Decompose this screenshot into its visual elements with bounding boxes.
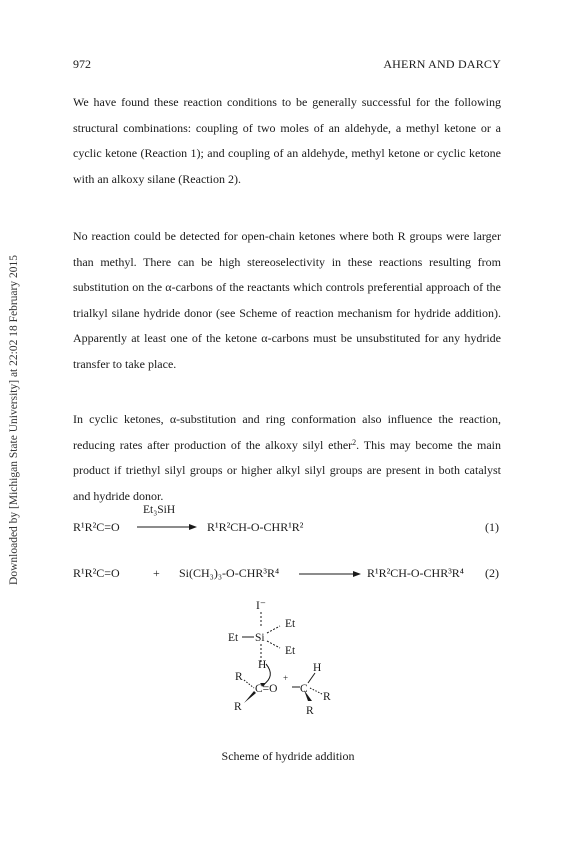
- scheme-label-carbonyl: C=O: [255, 683, 278, 695]
- eq1-arrow-icon: [137, 522, 197, 532]
- eq2-arrow-icon: [299, 569, 361, 579]
- equation-2: [73, 560, 501, 584]
- scheme-label-r-upper: R: [235, 671, 243, 683]
- equation-1: [73, 504, 501, 534]
- page-number: 972: [73, 57, 91, 71]
- scheme-label-r-lower: R: [234, 701, 242, 713]
- eq2-reagent: Si(CH₃)₃-O-CHR³R⁴: [179, 566, 280, 580]
- eq1-reagent: Et₃SiH: [143, 504, 176, 516]
- eq1-reactant: R¹R²C=O: [73, 520, 120, 534]
- eq2-reactant: R¹R²C=O: [73, 566, 120, 580]
- scheme-label-r-bottom: R: [306, 705, 314, 717]
- paragraph-cyclic-ketones: [73, 407, 501, 509]
- scheme-caption: Scheme of hydride addition: [221, 749, 355, 763]
- scheme-label-hydride: H: [258, 659, 267, 671]
- eq2-plus: +: [153, 566, 160, 580]
- paragraph-reaction-conditions: We have found these reaction conditions to be generally successful for the following structural combinations: coupling of two moles of an aldehyde, a methyl ketone or a cyclic ketone (Reaction 1); and coupling of an aldehyde, methyl ketone or cyclic ketone with an alkoxy silane (Reaction 2).: [73, 95, 501, 186]
- download-watermark: [7, 150, 21, 690]
- eq1-number: (1): [485, 520, 499, 534]
- paragraph-cyclic-ketones-text-end: . This may become the main product if triethyl silyl groups or higher alkyl silyl groups are present in both catalyst and hydride donor.: [73, 437, 502, 503]
- scheme-label-iodide: I⁻: [256, 600, 266, 612]
- paragraph-cyclic-ketones-text: In cyclic ketones, α-substitution and ring conformation also influence the reaction, reducing rates after production of the alkoxy silyl ether: [73, 412, 501, 452]
- scheme-label-et-top-right: Et: [285, 618, 296, 630]
- scheme-label-si: Si: [255, 632, 265, 644]
- download-watermark-text: Downloaded by [Michigan State University] at 22:02 18 February 2015: [8, 255, 20, 585]
- scheme-label-et-bottom-right: Et: [285, 645, 296, 657]
- hydride-addition-scheme: [200, 590, 380, 720]
- reference-superscript: 2: [352, 437, 357, 447]
- scheme-diagram: [200, 590, 380, 720]
- paragraph-stereoselectivity: No reaction could be detected for open-chain ketones where both R groups were larger than methyl. There can be high stereoselectivity in these reactions resulting from substitution on the α-carbons of the reactants which controls preferential approach of the trialkyl silane hydride donor (see Scheme of reaction mechanism for hydride addition). Apparently at least one of the ketone α-carbons must be unsubstituted for any hydride transfer to take place.: [73, 229, 501, 371]
- scheme-label-c-right: C: [300, 683, 308, 695]
- eq2-product: R¹R²CH-O-CHR³R⁴: [367, 566, 464, 580]
- scheme-label-et-left: Et: [228, 632, 239, 644]
- eq1-product: R¹R²CH-O-CHR¹R²: [207, 520, 304, 534]
- scheme-label-charge: +: [283, 673, 289, 683]
- eq2-number: (2): [485, 566, 499, 580]
- scheme-label-r-right: R: [323, 691, 331, 703]
- running-head: AHERN AND DARCY: [383, 57, 501, 71]
- scheme-label-h-right: H: [313, 662, 322, 674]
